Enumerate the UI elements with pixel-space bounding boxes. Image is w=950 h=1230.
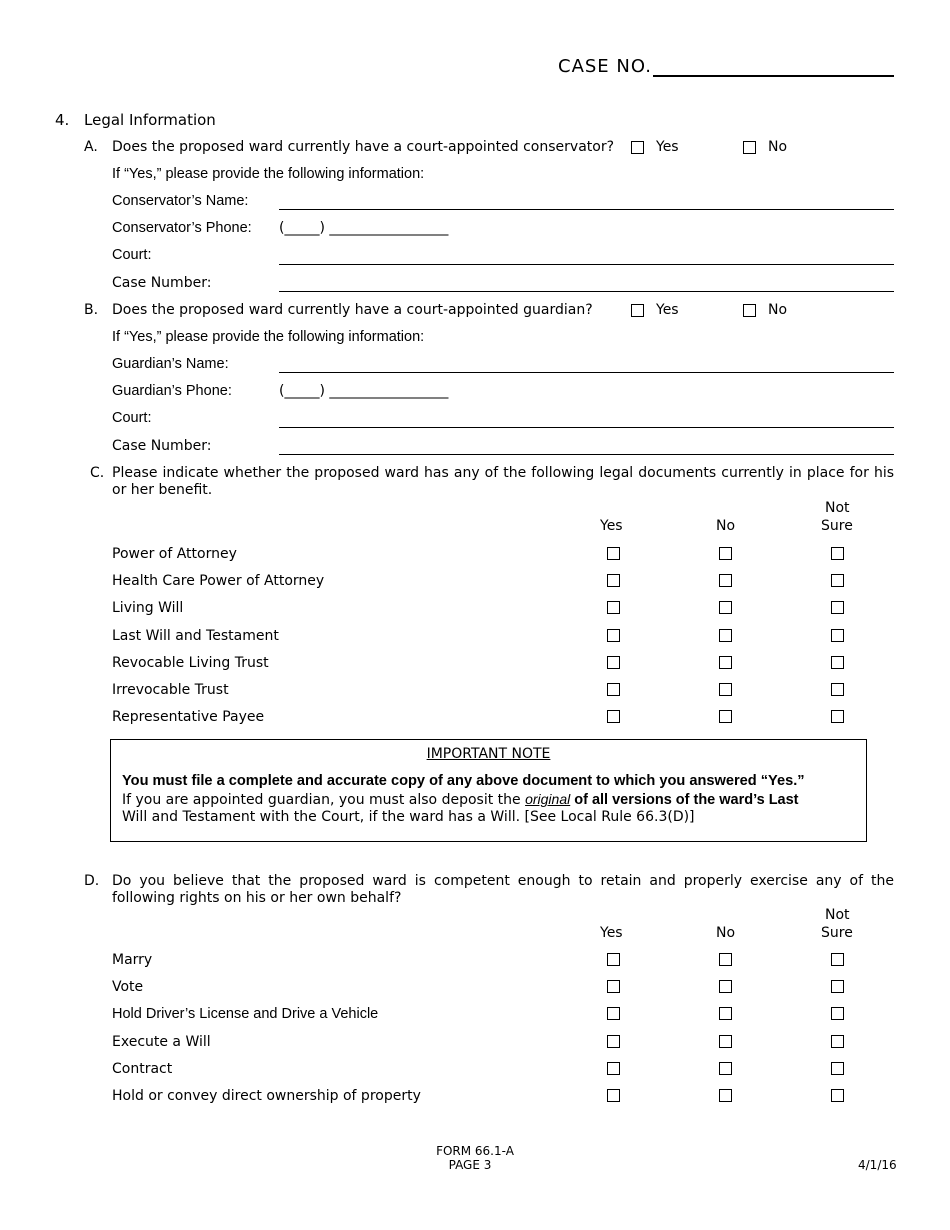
part-a-no-checkbox[interactable] [743, 141, 756, 154]
case-no-label: CASE NO. [558, 56, 653, 77]
not-sure-checkbox[interactable] [831, 547, 844, 560]
yes-checkbox[interactable] [607, 1035, 620, 1048]
conservator-case-number-label: Case Number: [112, 275, 212, 291]
note-line-3: Will and Testament with the Court, if the ward has a Will. [See Local Rule 66.3(D)] [122, 809, 695, 825]
yes-checkbox[interactable] [607, 629, 620, 642]
row-label: Hold Driver’s License and Drive a Vehicle [112, 1006, 379, 1023]
no-checkbox[interactable] [719, 710, 732, 723]
part-a-letter: A. [84, 139, 98, 155]
no-checkbox[interactable] [719, 656, 732, 669]
guardian-name-label: Guardian’s Name: [112, 356, 229, 372]
part-b-yes-label: Yes [656, 302, 679, 318]
part-c-col-not: Not [825, 500, 850, 516]
part-b-letter: B. [84, 302, 99, 318]
part-c-col-yes: Yes [600, 518, 623, 534]
part-d-col-no: No [716, 925, 736, 941]
conservator-court-label: Court: [112, 247, 152, 263]
yes-checkbox[interactable] [607, 953, 620, 966]
yes-checkbox[interactable] [607, 980, 620, 993]
part-b-yes-checkbox[interactable] [631, 304, 644, 317]
part-b-no-checkbox[interactable] [743, 304, 756, 317]
not-sure-checkbox[interactable] [831, 1089, 844, 1102]
row-label: Execute a Will [112, 1033, 211, 1050]
conservator-name-field[interactable] [279, 209, 894, 210]
conservator-case-number-field[interactable] [279, 291, 894, 292]
row-label: Power of Attorney [112, 546, 237, 562]
not-sure-checkbox[interactable] [831, 601, 844, 614]
yes-checkbox[interactable] [607, 547, 620, 560]
part-c-col-no: No [716, 518, 736, 534]
not-sure-checkbox[interactable] [831, 710, 844, 723]
case-no-field[interactable] [653, 75, 894, 77]
note-text-1: If you are appointed guardian, you must also deposit the [122, 792, 526, 808]
guardian-court-field[interactable] [279, 427, 894, 428]
note-original: original [525, 791, 571, 807]
yes-checkbox[interactable] [607, 710, 620, 723]
no-checkbox[interactable] [719, 1062, 732, 1075]
guardian-phone-label: Guardian’s Phone: [112, 383, 232, 399]
footer-form: FORM 66.1-A [436, 1144, 514, 1158]
note-text-2: of all versions of the ward’s Last [570, 792, 799, 808]
conservator-phone-label: Conservator’s Phone: [112, 220, 252, 236]
section-number: 4. [55, 111, 70, 129]
yes-checkbox[interactable] [607, 1062, 620, 1075]
row-label: Last Will and Testament [112, 627, 279, 644]
not-sure-checkbox[interactable] [831, 1035, 844, 1048]
yes-checkbox[interactable] [607, 574, 620, 587]
part-b-no-label: No [768, 302, 788, 318]
section-title: Legal Information [84, 111, 216, 129]
yes-checkbox[interactable] [607, 601, 620, 614]
conservator-phone-field[interactable]: (_____) _________________ [279, 220, 449, 236]
guardian-name-field[interactable] [279, 372, 894, 373]
part-d-letter: D. [84, 873, 100, 889]
not-sure-checkbox[interactable] [831, 980, 844, 993]
no-checkbox[interactable] [719, 980, 732, 993]
part-a-yes-checkbox[interactable] [631, 141, 644, 154]
part-a-yes-label: Yes [656, 139, 679, 155]
part-d-col-not: Not [825, 907, 850, 923]
part-c-col-sure: Sure [821, 518, 853, 534]
part-d-col-yes: Yes [600, 925, 623, 941]
footer-date: 4/1/16 [858, 1158, 897, 1172]
no-checkbox[interactable] [719, 1007, 732, 1020]
part-a-if-yes: If “Yes,” please provide the following information: [112, 166, 425, 182]
part-a-question: Does the proposed ward currently have a court-appointed conservator? [112, 139, 615, 155]
guardian-phone-field[interactable]: (_____) _________________ [279, 383, 449, 399]
no-checkbox[interactable] [719, 601, 732, 614]
row-label: Vote [112, 979, 144, 996]
footer-page: PAGE 3 [448, 1158, 492, 1172]
part-c-letter: C. [90, 465, 105, 481]
not-sure-checkbox[interactable] [831, 656, 844, 669]
no-checkbox[interactable] [719, 1035, 732, 1048]
part-b-question: Does the proposed ward currently have a court-appointed guardian? [112, 302, 593, 318]
no-checkbox[interactable] [719, 1089, 732, 1102]
part-a-no-label: No [768, 139, 788, 155]
no-checkbox[interactable] [719, 629, 732, 642]
row-label: Irrevocable Trust [112, 682, 229, 698]
important-note-box [110, 739, 867, 842]
row-label: Marry [112, 952, 153, 968]
row-label: Living Will [112, 600, 184, 617]
row-label: Representative Payee [112, 709, 265, 726]
no-checkbox[interactable] [719, 547, 732, 560]
not-sure-checkbox[interactable] [831, 953, 844, 966]
yes-checkbox[interactable] [607, 1007, 620, 1020]
part-d-question: Do you believe that the proposed ward is competent enough to retain and properly exercise any of the following rights on his or her own behalf? [112, 873, 894, 906]
no-checkbox[interactable] [719, 574, 732, 587]
yes-checkbox[interactable] [607, 656, 620, 669]
not-sure-checkbox[interactable] [831, 629, 844, 642]
no-checkbox[interactable] [719, 953, 732, 966]
row-label: Contract [112, 1060, 173, 1077]
guardian-case-number-label: Case Number: [112, 438, 212, 454]
guardian-court-label: Court: [112, 410, 152, 426]
guardian-case-number-field[interactable] [279, 454, 894, 455]
yes-checkbox[interactable] [607, 1089, 620, 1102]
note-line-2 [122, 791, 799, 808]
not-sure-checkbox[interactable] [831, 1007, 844, 1020]
note-title: IMPORTANT NOTE [426, 746, 551, 762]
note-bold-line: You must file a complete and accurate copy of any above document to which you answered “Yes.” [122, 773, 805, 789]
yes-checkbox[interactable] [607, 683, 620, 696]
not-sure-checkbox[interactable] [831, 1062, 844, 1075]
row-label: Health Care Power of Attorney [112, 573, 325, 590]
not-sure-checkbox[interactable] [831, 574, 844, 587]
part-b-if-yes: If “Yes,” please provide the following information: [112, 329, 425, 345]
row-label: Hold or convey direct ownership of property [112, 1088, 421, 1104]
conservator-court-field[interactable] [279, 264, 894, 265]
part-c-question: Please indicate whether the proposed ward has any of the following legal documents currently in place for his or her benefit. [112, 465, 894, 498]
row-label: Revocable Living Trust [112, 654, 269, 671]
conservator-name-label: Conservator’s Name: [112, 193, 249, 209]
not-sure-checkbox[interactable] [831, 683, 844, 696]
part-d-col-sure: Sure [821, 925, 853, 941]
no-checkbox[interactable] [719, 683, 732, 696]
